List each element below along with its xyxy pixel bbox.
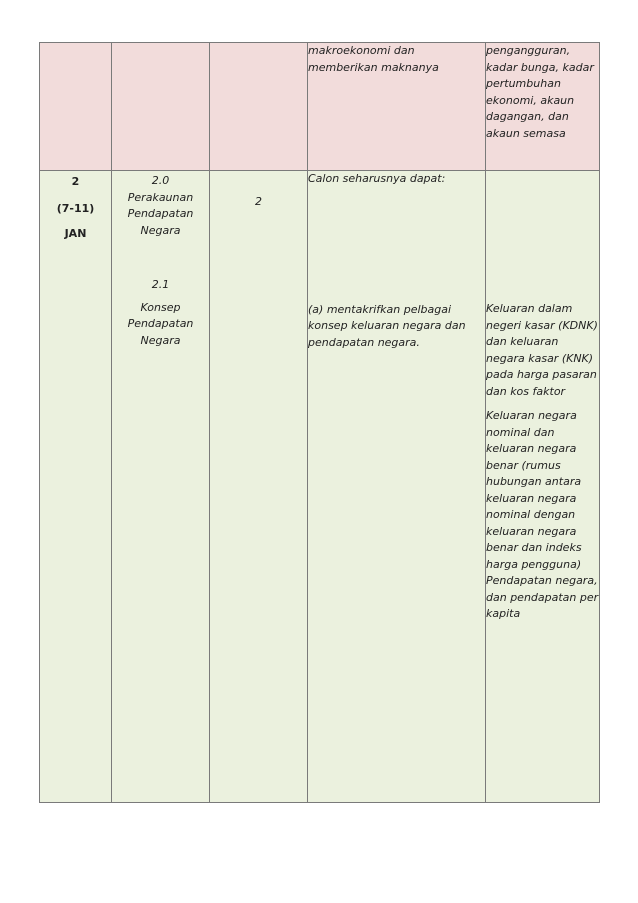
subtopic-title: Konsep Pendapatan Negara: [127, 300, 194, 347]
week-cell: [40, 171, 112, 803]
hours-cell: [210, 43, 308, 171]
table-row: [40, 43, 600, 171]
hours-value: 2: [255, 195, 262, 208]
topic-title: Perakaunan Pendapatan Negara: [127, 190, 194, 237]
content-text: pengangguran, kadar bunga, kadar pertumbuhan ekonomi, akaun dagangan, dan akaun semasa: [486, 44, 594, 140]
content-cell: [486, 171, 600, 803]
objective-text: makroekonomi dan memberikan maknanya: [308, 44, 439, 74]
topic-number: 2.0: [151, 174, 170, 187]
week-number: 2: [71, 175, 80, 188]
week-month: JAN: [64, 227, 87, 240]
objective-intro: Calon seharusnya dapat:: [308, 172, 446, 185]
week-dates: (7-11): [56, 202, 95, 215]
objective-cell: [308, 171, 486, 803]
topic-cell: [112, 43, 210, 171]
table-row: [40, 171, 600, 803]
objective-item-a: (a) mentakrifkan pelbagai konsep keluaran negara dan pendapatan negara.: [308, 302, 466, 349]
subtopic-number: 2.1: [151, 278, 170, 291]
content-item-2: Keluaran negara nominal dan keluaran negara benar (rumus hubungan antara keluaran negara nominal dengan keluaran negara benar dan indeks harga pengguna) Pendapatan negara, dan pendapatan per kapita: [486, 409, 599, 620]
content-cell: [486, 43, 600, 171]
hours-cell: [210, 171, 308, 803]
objective-cell: [308, 43, 486, 171]
syllabus-table: [39, 42, 600, 803]
week-cell: [40, 43, 112, 171]
topic-cell: [112, 171, 210, 803]
content-item-1: Keluaran dalam negeri kasar (KDNK) dan keluaran negara kasar (KNK) pada harga pasaran dan kos faktor: [486, 302, 598, 398]
